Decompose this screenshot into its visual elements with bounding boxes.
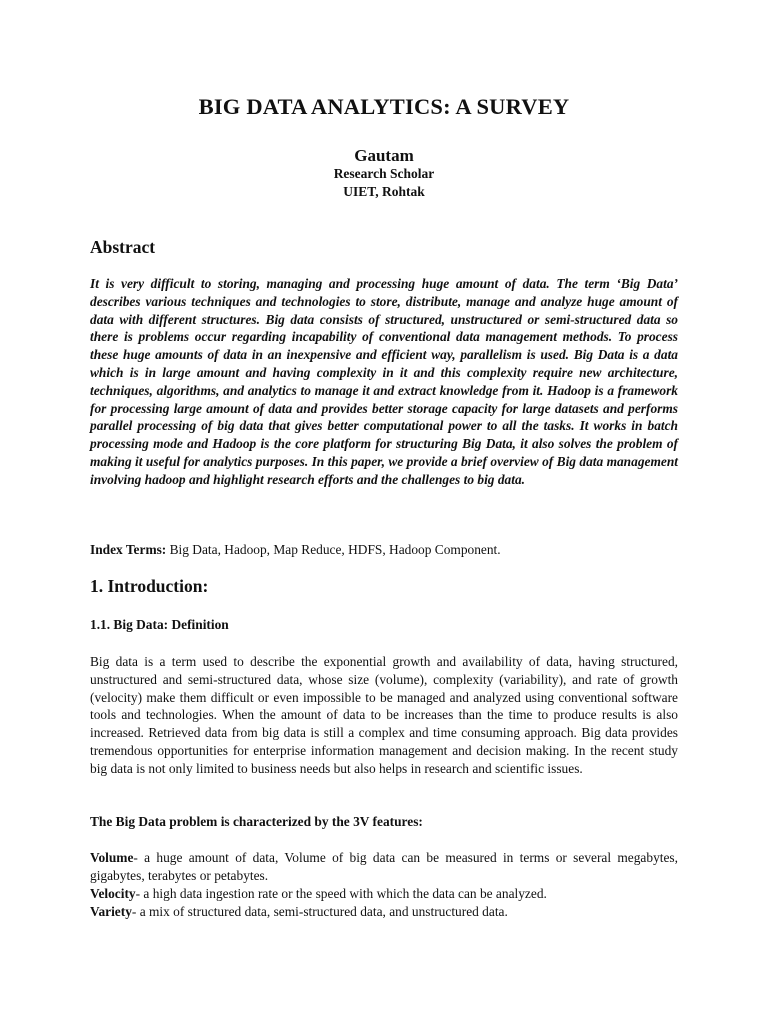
feature-volume	[90, 849, 678, 885]
index-terms-value: Big Data, Hadoop, Map Reduce, HDFS, Hadoop Component.	[166, 542, 501, 557]
feature-velocity	[90, 885, 678, 903]
abstract-text: It is very difficult to storing, managing and processing huge amount of data. The term ‘Big Data’ describes various techniques and technologies to store, distribute, manage and analyze huge amount of data with different structures. Big data consists of structured, unstructured or semi-structured data so there is problems occur regarding incapability of conventional data management methods. To process these huge amounts of data in an inexpensive and efficient way, parallelism is used. Big Data is a data which is in large amount and having complexity in it and this complexity require new architecture, techniques, algorithms, and analytics to manage it and extract knowledge from it. Hadoop is a framework for processing large amount of data and provides better storage capacity for large datasets and performs parallel processing of big data that gives better computational power to all the tasks. It works in batch processing mode and Hadoop is the core platform for structuring Big Data, it also solves the problem of making it useful for analytics purposes. In this paper, we provide a brief overview of Big data management involving hadoop and highlight research efforts and the challenges to big data.	[90, 276, 678, 487]
introduction-heading: 1. Introduction:	[90, 576, 209, 596]
author-name: Gautam	[354, 146, 414, 165]
paper-title: BIG DATA ANALYTICS: A SURVEY	[198, 94, 570, 119]
feature-term: Variety	[90, 904, 132, 919]
feature-desc: - a huge amount of data, Volume of big data can be measured in terms or several megabytes, gigabytes, terabytes or petabytes.	[90, 850, 678, 883]
index-terms	[90, 542, 678, 558]
feature-variety	[90, 903, 678, 921]
abstract-heading: Abstract	[90, 237, 156, 257]
feature-desc: - a mix of structured data, semi-structured data, and unstructured data.	[131, 904, 508, 919]
features-heading: The Big Data problem is characterized by the 3V features:	[90, 814, 423, 829]
feature-term: Velocity	[90, 886, 136, 901]
index-terms-label: Index Terms:	[90, 542, 167, 557]
definition-paragraph: Big data is a term used to describe the exponential growth and availability of data, having structured, unstructured and semi-structured data, whose size (volume), complexity (variability), and rate of growth (velocity) make them difficult or even impossible to be managed and analyzed using conventional software tools and technologies. When the amount of data to be increases than the time to produce results is also increased. Retrieved data from big data is still a complex and time consuming approach. Big data provides tremendous opportunities for enterprise information management and decision making. In the recent study big data is not only limited to business needs but also helps in research and scientific issues.	[90, 654, 678, 776]
author-role: Research Scholar	[333, 166, 435, 181]
author-institution: UIET, Rohtak	[343, 184, 425, 199]
feature-term: Volume	[90, 850, 134, 865]
definition-subheading: 1.1. Big Data: Definition	[90, 617, 229, 632]
feature-desc: - a high data ingestion rate or the speed with which the data can be analyzed.	[135, 886, 547, 901]
